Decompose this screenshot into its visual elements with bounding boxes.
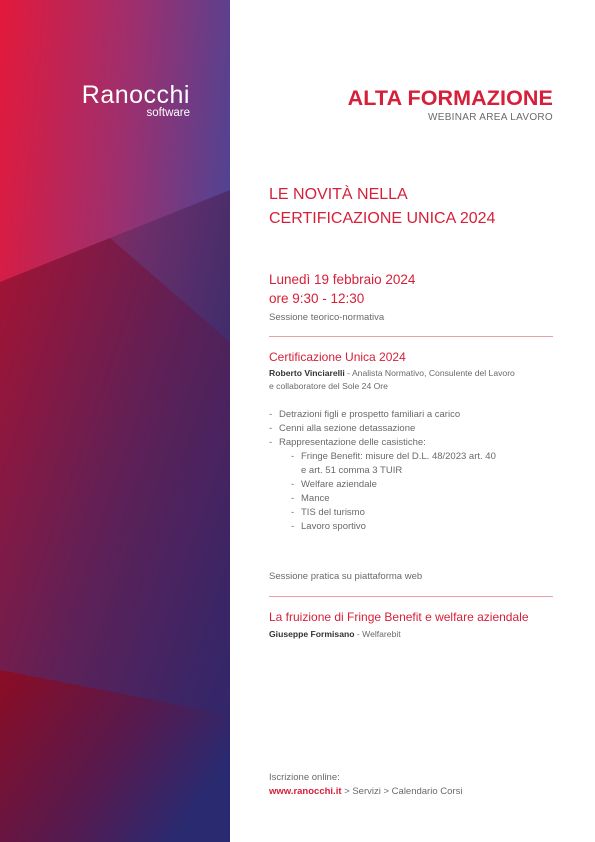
subtopic-line2: e art. 51 comma 3 TUIR [301,465,403,476]
breadcrumb-separator: > [341,786,353,797]
section1-speaker-role-line2: e collaboratore del Sole 24 Ore [269,381,388,391]
event-datetime [269,270,415,308]
logo-brand-name: Ranocchi [81,81,190,109]
registration-label: Iscrizione online: [269,772,340,783]
section1-speaker-name: Roberto Vinciarelli [269,368,345,378]
section1-topics [269,408,559,534]
header-subtitle: WEBINAR AREA LAVORO [428,112,553,123]
list-item: - Welfare aziendale [291,478,559,492]
section2-title: La fruizione di Fringe Benefit e welfare aziendale [269,610,529,624]
header-title: ALTA FORMAZIONE [347,86,553,110]
section1-speaker-role-line1: - Analista Normativo, Consulente del Lavoro [344,368,515,378]
list-item: - Cenni alla sezione detassazione [269,422,559,436]
session1-label: Sessione teorico-normativa [269,312,385,323]
list-item [269,436,559,534]
gradient-background [0,0,230,842]
website-link[interactable]: www.ranocchi.it [269,786,342,797]
divider [269,336,553,337]
section2-speaker [269,628,559,641]
event-title-line2: CERTIFICAZIONE UNICA 2024 [269,210,496,227]
list-item: - Mance [291,492,559,506]
breadcrumb-separator: > [380,786,392,797]
event-date: Lunedì 19 febbraio 2024 [269,272,416,287]
list-item: - TIS del turismo [291,506,559,520]
event-time: ore 9:30 - 12:30 [269,291,365,306]
sidebar-artwork [0,0,230,842]
list-item: - Detrazioni figli e prospetto familiari a carico [269,408,559,422]
subtopic-line1: Fringe Benefit: misure del D.L. 48/2023 art. 40 [301,451,496,462]
session2-label: Sessione pratica su piattaforma web [269,571,423,582]
section2-speaker-role: - Welfarebit [354,629,401,639]
section1-subtopics [279,450,559,534]
breadcrumb-servizi[interactable]: Servizi [352,786,381,797]
list-item: - Lavoro sportivo [291,520,559,534]
event-title [269,183,495,231]
list-item-label: Rappresentazione delle casistiche: [279,437,426,448]
section1-speaker [269,367,559,393]
section1-title: Certificazione Unica 2024 [269,350,406,364]
registration-path [269,786,462,797]
section2-speaker-name: Giuseppe Formisano [269,629,355,639]
event-title-line1: LE NOVITÀ NELLA [269,186,408,203]
divider [269,596,553,597]
logo-brand-sub: software [146,107,190,119]
breadcrumb-calendario-corsi[interactable]: Calendario Corsi [391,786,463,797]
list-item [291,450,559,478]
company-logo [52,82,190,119]
